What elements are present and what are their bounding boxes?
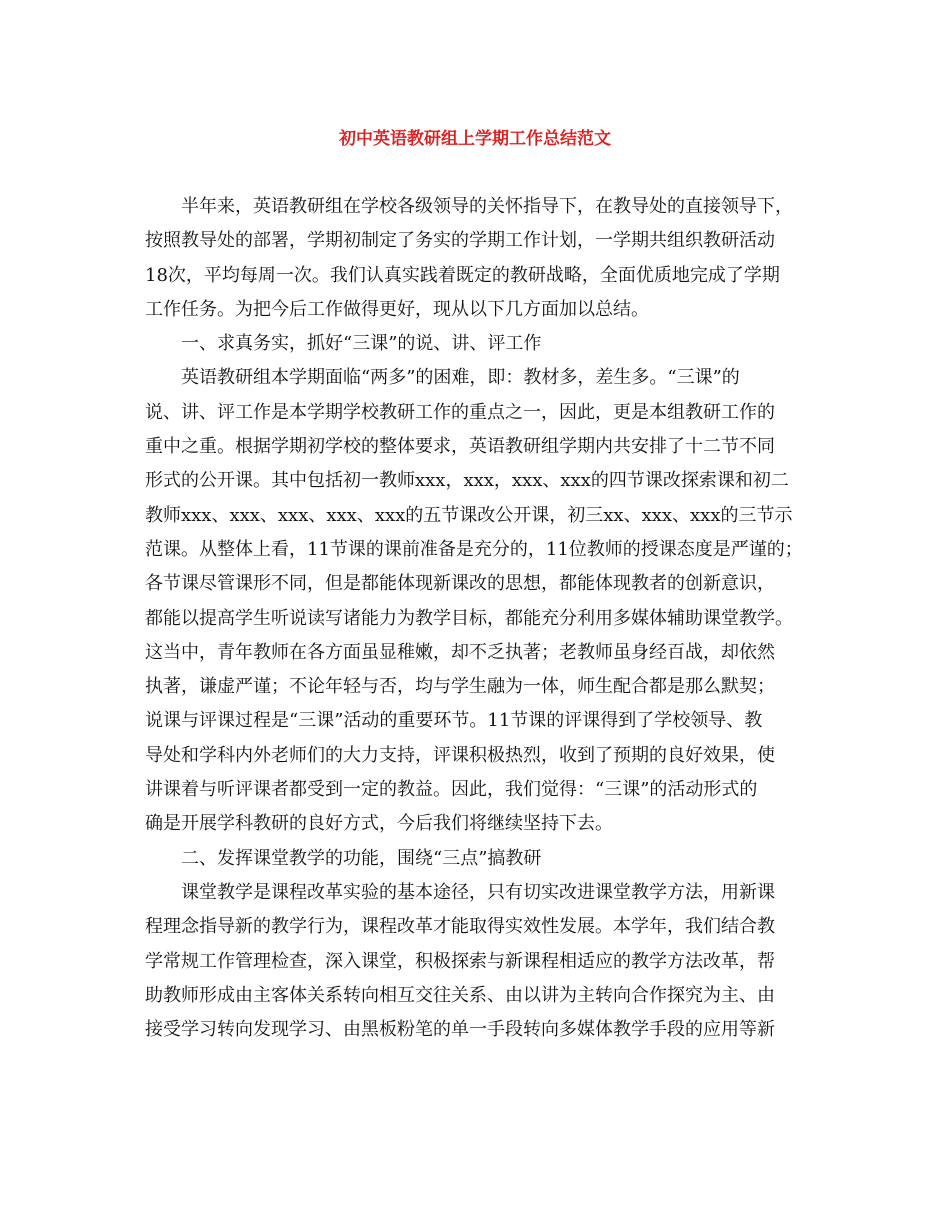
text-line: 这当中，青年教师在各方面虽显稚嫩，却不乏执著；老教师虽身经百战，却依然 (145, 641, 775, 663)
text-line: 确是开展学科教研的良好方式，今后我们将继续坚持下去。 (145, 813, 613, 835)
text-line: 按照教导处的部署，学期初制定了务实的学期工作计划，一学期共组织教研活动 (145, 230, 775, 252)
text-line: 说课与评课过程是“三课”活动的重要环节。11节课的评课得到了学校领导、教 (145, 710, 763, 732)
text-line: 形式的公开课。其中包括初一教师xxx，xxx，xxx、xxx的四节课改探索课和初二 (145, 470, 789, 492)
text-line: 半年来，英语教研组在学校各级领导的关怀指导下，在教导处的直接领导下， (181, 196, 793, 217)
document-body (145, 190, 810, 1047)
text-line: 都能以提高学生听说读写诸能力为教学目标，都能充分利用多媒体辅助课堂教学。 (145, 607, 793, 629)
text-line: 重中之重。根据学期初学校的整体要求，英语教研组学期内共安排了十二节不同 (145, 436, 775, 458)
text-line: 工作任务。为把今后工作做得更好，现从以下几方面加以总结。 (145, 298, 649, 320)
text-line: 18次，平均每周一次。我们认真实践着既定的教研战略，全面优质地完成了学期 (145, 264, 780, 286)
text-line: 接受学习转向发现学习、由黑板粉笔的单一手段转向多媒体教学手段的应用等新 (145, 1019, 775, 1041)
text-line: 各节课尽管课形不同，但是都能体现新课改的思想，都能体现教者的创新意识， (145, 573, 775, 595)
text-line: 课堂教学是课程改革实验的基本途径，只有切实改进课堂教学方法，用新课 (181, 881, 775, 903)
text-line: 学常规工作管理检查，深入课堂，积极探索与新课程相适应的教学方法改革，帮 (145, 950, 775, 972)
text-line: 范课。从整体上看，11节课的课前准备是充分的，11位教师的授课态度是严谨的； (145, 538, 803, 560)
text-line: 执著，谦虚严谨；不论年轻与否，均与学生融为一体，师生配合都是那么默契； (145, 676, 775, 698)
document-title: 初中英语教研组上学期工作总结范文 (339, 129, 611, 149)
text-line: 说、讲、评工作是本学期学校教研工作的重点之一，因此，更是本组教研工作的 (145, 401, 775, 423)
text-line: 助教师形成由主客体关系转向相互交往关系、由以讲为主转向合作探究为主、由 (145, 984, 775, 1006)
text-line: 教师xxx、xxx、xxx、xxx、xxx的五节课改公开课，初三xx、xxx、xxx的三节示 (145, 504, 793, 526)
section-heading: 二、发挥课堂教学的功能，围绕“三点”搞教研 (181, 847, 542, 869)
section-heading: 一、求真务实，抓好“三课”的说、讲、评工作 (181, 333, 542, 355)
text-line: 讲课着与听评课者都受到一定的教益。因此，我们觉得：“三课”的活动形式的 (145, 779, 758, 801)
text-line: 英语教研组本学期面临“两多”的困难，即：教材多，差生多。“三课”的 (181, 367, 740, 389)
text-line: 导处和学科内外老师们的大力支持，评课积极热烈，收到了预期的良好效果，使 (145, 744, 775, 766)
text-line: 程理念指导新的教学行为，课程改革才能取得实效性发展。本学年，我们结合教 (145, 916, 775, 938)
